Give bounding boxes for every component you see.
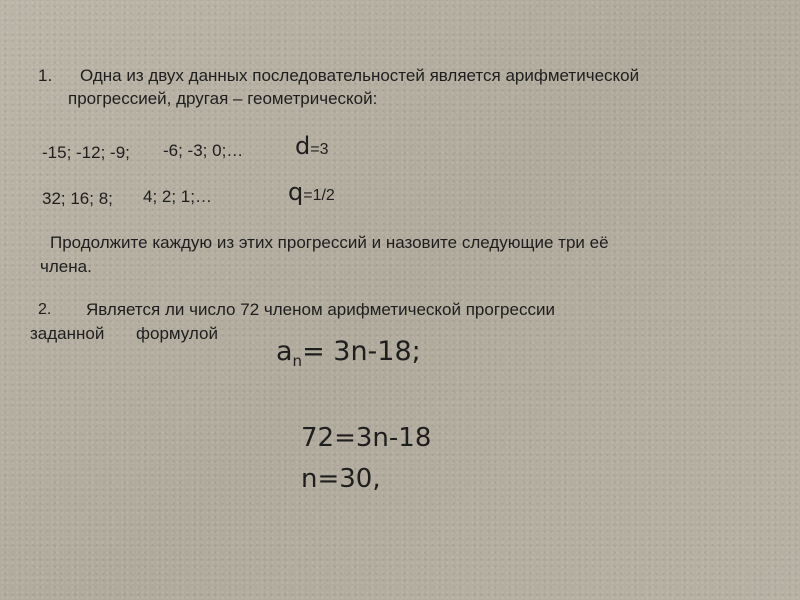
instruction-line2: члена. xyxy=(40,257,92,276)
formula-subscript: n xyxy=(292,352,303,370)
q-value: =1/2 xyxy=(303,187,335,204)
task1-number: 1. xyxy=(38,66,53,85)
formula-a: a xyxy=(276,336,293,367)
formula-rest: = 3n-18; xyxy=(302,336,421,367)
equation-1: 72=3n-18 xyxy=(301,423,432,453)
instruction-line1: Продолжите каждую из этих прогрессий и назовите следующие три её xyxy=(50,233,609,252)
d-letter: d xyxy=(295,132,311,160)
sequence2-part2: 4; 2; 1;… xyxy=(143,187,212,206)
task2-line2-a: заданной xyxy=(30,324,105,343)
formula xyxy=(276,335,421,372)
d-value: =3 xyxy=(310,141,329,158)
task1-line1: Одна из двух данных последовательностей является арифметической xyxy=(80,66,640,85)
sequence1-part2: -6; -3; 0;… xyxy=(163,141,244,160)
task2-line2-b: формулой xyxy=(136,324,218,343)
sequence2-part1: 32; 16; 8; xyxy=(42,189,113,208)
task2-number: 2. xyxy=(38,301,52,318)
q-letter: q xyxy=(288,178,304,206)
task1-line2: прогрессией, другая – геометрической: xyxy=(68,89,378,108)
task2-line1: Является ли число 72 членом арифметической прогрессии xyxy=(86,300,555,319)
sequence1-part1: -15; -12; -9; xyxy=(42,143,130,162)
equation-2: n=30, xyxy=(301,464,381,494)
common-difference xyxy=(295,132,328,160)
common-ratio xyxy=(288,178,335,206)
